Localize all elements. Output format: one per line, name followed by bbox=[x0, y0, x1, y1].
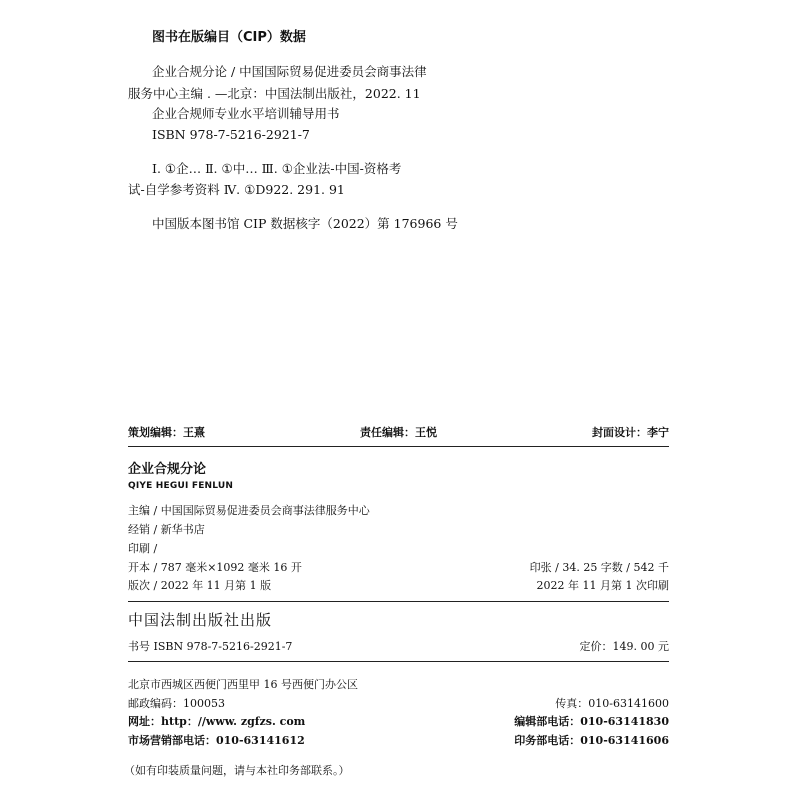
planning-editor: 策划编辑：王熹 bbox=[128, 426, 205, 439]
book-editor: 主编 / 中国国际贸易促进委员会商事法律服务中心 bbox=[128, 504, 370, 517]
cover-design: 封面设计：李宁 bbox=[592, 426, 669, 439]
book-title: 企业合规分论 bbox=[128, 462, 207, 477]
cip-title: 图书在版编目（CIP）数据 bbox=[152, 30, 306, 45]
cip-line-4: ISBN 978-7-5216-2921-7 bbox=[152, 127, 310, 142]
quality-notice: （如有印装质量问题，请与本社印务部联系。） bbox=[124, 764, 350, 777]
marketing-phone: 市场营销部电话：010-63141612 bbox=[128, 734, 305, 747]
divider-top bbox=[128, 446, 669, 447]
publisher-postcode: 邮政编码：100053 bbox=[128, 697, 225, 710]
editorial-phone: 编辑部电话：010-63141830 bbox=[514, 715, 669, 728]
publisher-fax: 传真：010-63141600 bbox=[555, 697, 669, 710]
cip-line-3: 企业合规师专业水平培训辅导用书 bbox=[152, 106, 340, 121]
cip-line-2: 服务中心主编 . —北京：中国法制出版社，2022. 11 bbox=[128, 86, 421, 101]
book-printer: 印刷 / bbox=[128, 542, 158, 555]
book-format: 开本 / 787 毫米×1092 毫米 16 开 bbox=[128, 561, 302, 574]
book-edition: 版次 / 2022 年 11 月第 1 版 bbox=[128, 579, 272, 592]
book-pinyin: QIYE HEGUI FENLUN bbox=[128, 481, 234, 491]
responsible-editor: 责任编辑：王悦 bbox=[360, 426, 437, 439]
publisher-isbn: 书号 ISBN 978-7-5216-2921-7 bbox=[128, 640, 293, 653]
book-printing: 2022 年 11 月第 1 次印刷 bbox=[536, 579, 669, 592]
book-distributor: 经销 / 新华书店 bbox=[128, 523, 205, 536]
divider-middle bbox=[128, 601, 669, 602]
cip-line-1: 企业合规分论 / 中国国际贸易促进委员会商事法律 bbox=[152, 64, 427, 79]
divider-bottom bbox=[128, 661, 669, 662]
publisher-website[interactable]: 网址：http：//www. zgfzs. com bbox=[128, 715, 306, 728]
publisher-price: 定价：149. 00 元 bbox=[579, 640, 669, 653]
cip-line-5: Ⅰ. ①企… Ⅱ. ①中… Ⅲ. ①企业法-中国-资格考 bbox=[152, 161, 402, 176]
cip-line-7: 中国版本图书馆 CIP 数据核字（2022）第 176966 号 bbox=[152, 216, 458, 231]
publisher-address: 北京市西城区西便门西里甲 16 号西便门办公区 bbox=[128, 678, 358, 691]
cip-line-6: 试-自学参考资料 Ⅳ. ①D922. 291. 91 bbox=[128, 182, 345, 197]
printing-phone: 印务部电话：010-63141606 bbox=[514, 734, 669, 747]
publisher-name: 中国法制出版社出版 bbox=[128, 611, 273, 629]
book-sheets-words: 印张 / 34. 25 字数 / 542 千 bbox=[529, 561, 669, 574]
